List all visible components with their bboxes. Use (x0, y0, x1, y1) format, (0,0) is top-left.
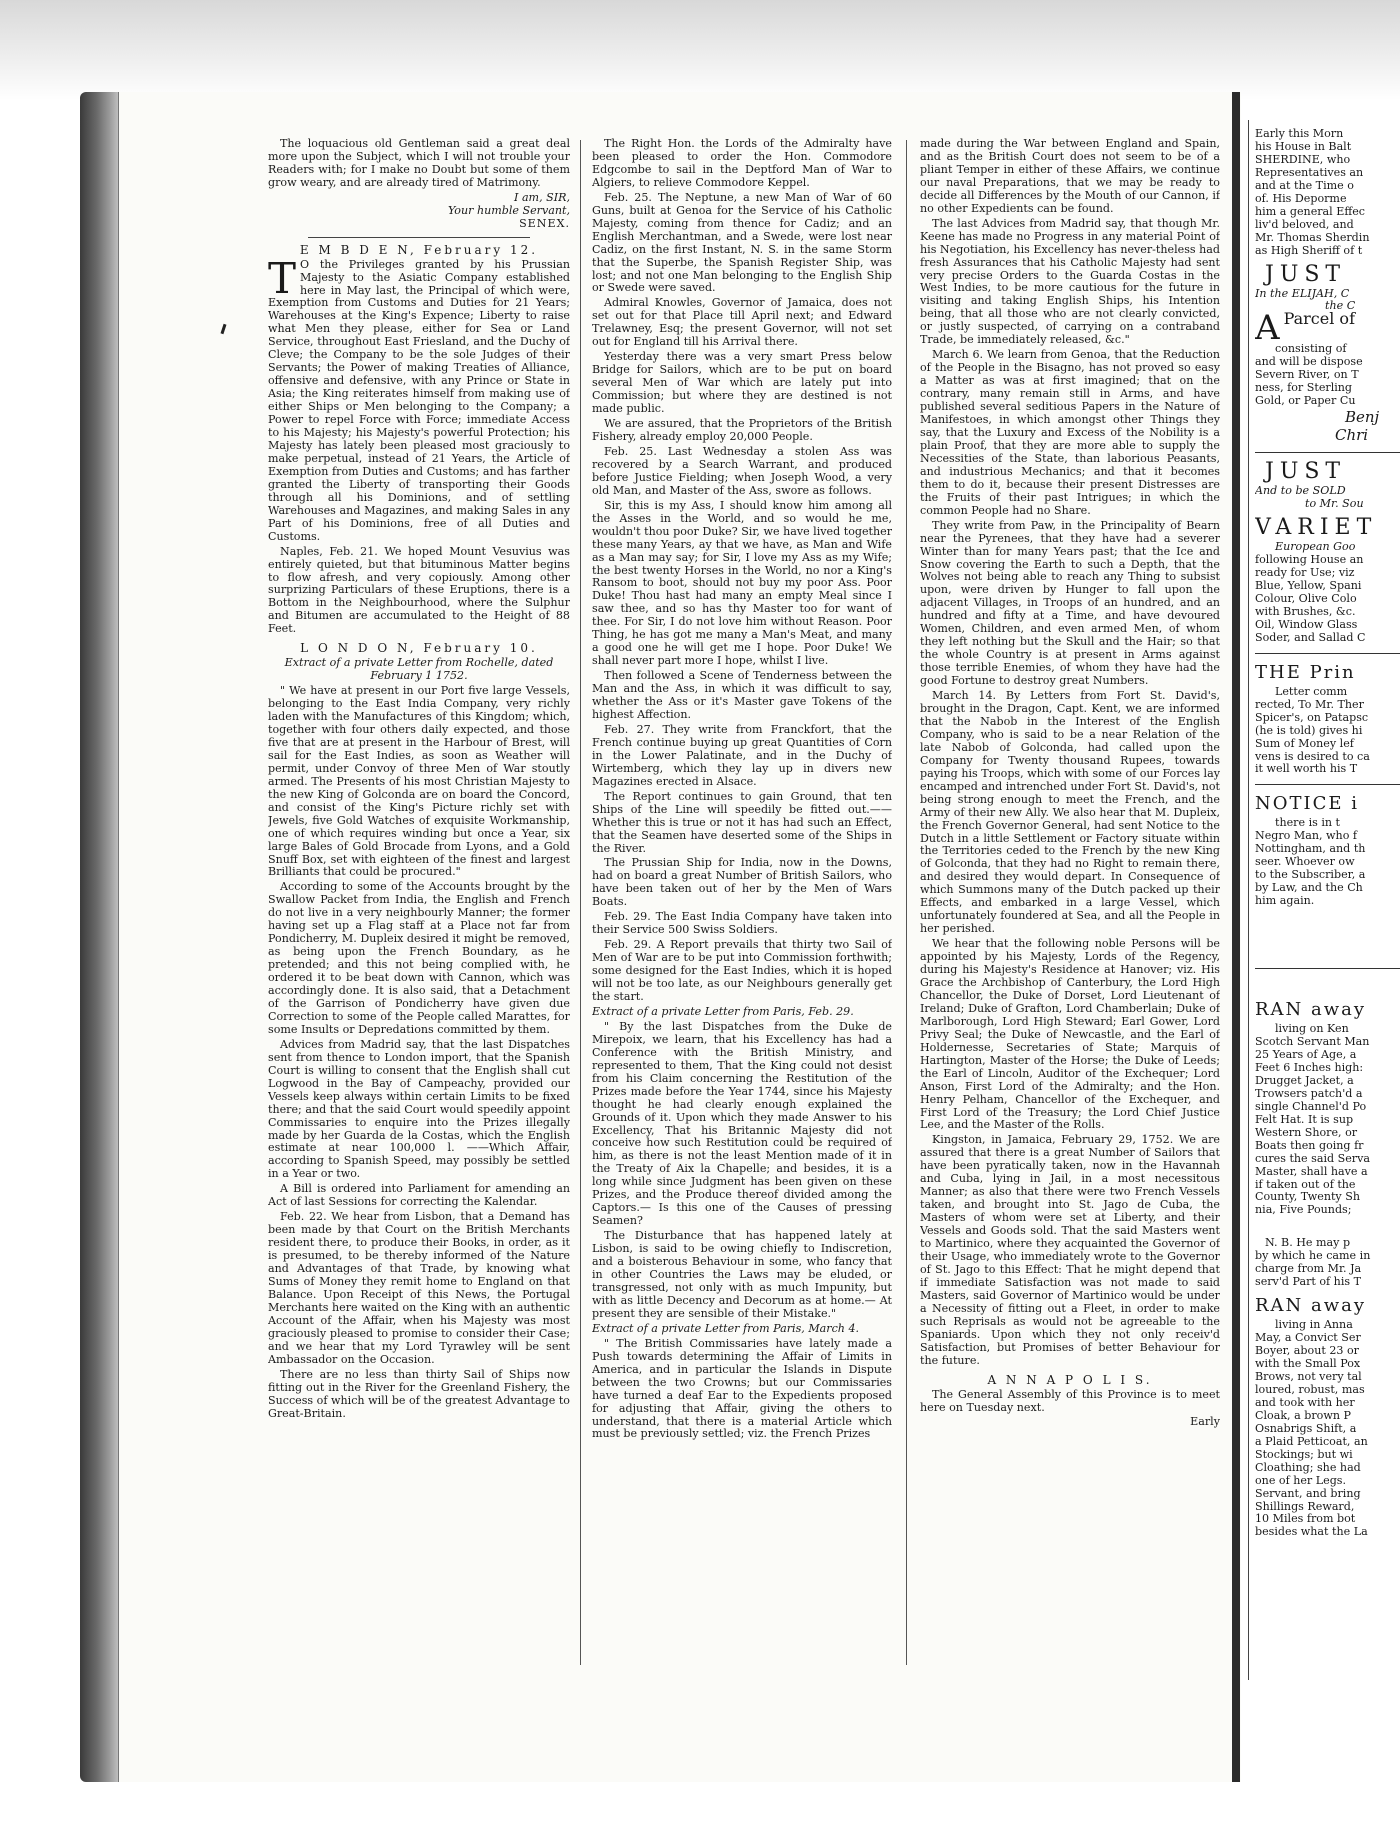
extract-paris-1: Extract of a private Letter from Paris, Feb. 29. (592, 1004, 854, 1018)
book-binding (80, 92, 122, 1782)
tenderness-paragraph: Then followed a Scene of Tenderness between the Man and the Ass, in which it was difficult to say, whether the Ass or it's Master gave Tokens of the highest Affection. (592, 669, 892, 721)
signoff-line: Your humble Servant, (447, 203, 570, 217)
column-rule (580, 140, 581, 1665)
c4-line: 10 Miles from bot (1255, 1512, 1356, 1526)
c4-line: the C (1325, 299, 1356, 313)
catchword: Early (1190, 1415, 1220, 1429)
knowles-paragraph: Admiral Knowles, Governor of Jamaica, does not set out for that Place till April next; and Edward Trelawney, Esq; the present Governor, will not set out for England till his Arrival there. (592, 296, 892, 349)
c4-line: him a general Effec (1255, 204, 1366, 218)
c4-line: and will be dispose (1255, 355, 1363, 369)
separator (1255, 968, 1400, 969)
c4-line: Western Shore, or (1255, 1125, 1358, 1139)
c4-line: liv'd beloved, and (1255, 217, 1354, 231)
regency-paragraph: We hear that the following noble Persons will be appointed by his Majesty, Lords of the Regency, during his Majesty's Residence at Hanover; viz. His Grace the Archbishop of Canterbury, the Lord High Chancellor, the Duke of Dorset, Lord Lieutenant of Ireland; Duke of Grafton, Lord Chamberlain; Duke of Marlborough, Lord High Steward; Earl Gower, Lord Privy Seal; the Duke of Newcastle, and the Earl of Holdernesse, Secretaries of State; Marquis of Hartington, Master of the Horse; the Duke of Leeds; the Earl of Lincoln, Auditor of the Exchequer; Lord Anson, First Lord of the Admiralty; and the Hon. Henry Pelham, Chancellor of the Exchequer, and First Lord of the Treasury; the Lord Chief Justice Lee, and the Master of the Rolls. (920, 937, 1220, 1132)
c4-line: And to be SOLD (1255, 484, 1346, 498)
dropcap-a: A (1255, 308, 1280, 349)
c4-line: if taken out of the (1255, 1177, 1356, 1191)
prussian-ship-paragraph: The Prussian Ship for India, now in the Downs, had on board a great Number of British Sailors, who have been taken out of her by the Men of Wars Boats. (592, 856, 892, 909)
naples-paragraph: Naples, Feb. 21. We hoped Mount Vesuvius was entirely quieted, but that bituminous Matter begins to flow afresh, and very copiously. Among other surprizing Particulars of these Eruptions, there is a Bottom in the Neighbourhood, where the Sulphur and Bitumen are accumulated to the Height of 88 Feet. (268, 544, 570, 636)
ad-signer: Benj (1345, 408, 1380, 427)
genoa-paragraph: March 6. We learn from Genoa, that the Reduction of the People in the Bisagno, has not proved so easy a Matter as was at first imagined; that on the contrary, many remain still in Arms, and have published several seditious Papers in the Nature of Manifestoes, in which amongst other Things they say, that the Luxury and Excess of the Nobility is a plain Proof, that they are more able to supply the Necessities of the State, than laborious Peasants, and industrious Mechanics; and that it becomes them to do it, because their present Distresses are the Fruits of their past Intrigues; in which the common People had no Share. (920, 348, 1220, 517)
ad-heading-ran-away: RAN away (1255, 1295, 1367, 1317)
column-3 (920, 138, 1220, 1658)
commissaries-paragraph: " The British Commissaries have lately made a Push towards determining the Affair of Limits in America, and in particular the Islands in Dispute between the two Crowns; but our Commissaries have turned a deaf Ear to the Expedients proposed for adjusting that Affair, giving the others to understand, that there is a material Article which must be previously settled; viz. the French Prizes (592, 1336, 892, 1441)
kingston-paragraph: Kingston, in Jamaica, February 29, 1752. We are assured that there is a great Number of Sailors that have been pyratically taken, now in the Havannah and Cuba, lying in Jail, in a most necessitous Manner; as also that there were two French Vessels taken, and brought into St. Jago de Cuba, the Masters of whom were set at Liberty, and their Vessels and Goods sold. That the said Masters went to Martinico, where they acquainted the Governor of their Usage, who immediately wrote to the Governor of St. Jago to this Effect: That he might depend that if immediate Satisfaction was not made to said Masters, said Governor of Martinico would be under a Necessity of fitting out a Fleet, in order to make such Reprisals as would not be agreeable to the Spaniards. Upon which they not only receiv'd Satisfaction, but Promises of better Behaviour for the future. (920, 1133, 1220, 1367)
c4-line: Severn River, on T (1255, 368, 1359, 382)
c4-line: Boyer, about 23 or (1255, 1344, 1359, 1358)
c4-line: single Channel'd Po (1255, 1099, 1367, 1113)
c4-line: Boats then going fr (1255, 1138, 1364, 1152)
c4-line: (he is told) gives hi (1255, 723, 1363, 737)
fort-st-davids-paragraph: March 14. By Letters from Fort St. David's, brought in the Dragon, Capt. Kent, we are informed that the Nabob in the Interest of the English Company, who is said to be a near Relation of the late Nabob of Golconda, had called upon the Company for Twenty thousand Rupees, towards paying his Troops, which with some of our Forces lay encamped and intrenched under Fort St. David's, not being strong enough to meet the French, and the Army of their new Ally. We also hear that M. Dupleix, the French Governor General, had sent Notice to the Dutch in a little Settlement or Factory situate within the Territories ceded to the French by the new King of Golconda, that they had no Right to remain there, and desired they would depart. In Consequence of which Summons many of the Dutch packed up their Effects, and embarked in a large Vessel, which unfortunately foundered at Sea, and all the People in her perished. (920, 689, 1220, 936)
dateline-embden: E M B D E N, February 12. (299, 242, 539, 257)
c4-line: his House in Balt (1255, 139, 1352, 153)
lisbon-paragraph: Feb. 22. We hear from Lisbon, that a Demand has been made by that Court on the British Merchants resident there, to produce their Books, in order, as it is presumed, to be thereby informed of the Nature and Advantages of that Trade, by knowing what Sums of Money they remit home to England on that Balance. Upon Receipt of this News, the Portugal Merchants here waited on the King with an authentic Account of the Affair, when his Majesty was most graciously pleased to promise to consider their Case; and we hear that my Lord Tyrawley will be sent Ambassador on the Occasion. (268, 1210, 570, 1366)
fishery-paragraph: We are assured, that the Proprietors of the British Fishery, already employ 20,000 People. (592, 417, 892, 443)
c4-line: Colour, Olive Colo (1255, 591, 1357, 605)
c4-line: living in Anna (1275, 1318, 1353, 1332)
c4-line: Brows, not very tal (1255, 1370, 1362, 1383)
c4-line: there is in t (1275, 816, 1341, 830)
c4-line: Soder, and Sallad C (1255, 630, 1366, 644)
c4-line: In the ELIJAH, C (1255, 286, 1350, 300)
c4-line: a Plaid Petticoat, an (1255, 1434, 1368, 1448)
c4-line: Shillings Reward, (1255, 1499, 1355, 1513)
kalendar-paragraph: A Bill is ordered into Parliament for amending an Act of last Sessions for correcting the Kalendar. (268, 1182, 570, 1209)
extract-paris-2: Extract of a private Letter from Paris, March 4. (592, 1321, 860, 1335)
disturbance-paragraph: The Disturbance that has happened lately at Lisbon, is said to be owing chiefly to Indiscretion, and a boisterous Behaviour in some, who fancy that in other Countries the Laws may be eluded, or transgressed, not only with as much Impunity, but with as little Decency and Decorum as at home.— At present they are sensible of their Mistake." (592, 1229, 892, 1320)
ad-heading-notice: NOTICE i (1255, 793, 1360, 815)
c4-line: Early this Morn (1255, 128, 1344, 140)
c4-line: Master, shall have a (1255, 1164, 1368, 1178)
column-rule (906, 140, 907, 1665)
page-gutter (1232, 92, 1240, 1782)
column-4-cropped (1255, 128, 1400, 1688)
assembly-paragraph: The General Assembly of this Province is to meet here on Tuesday next. (920, 1387, 1220, 1414)
mirepoix-paragraph: " By the last Dispatches from the Duke de Mirepoix, we learn, that his Excellency has had a Conference with the British Ministry, and represented to them, That the King could not desist from his Claim concerning the Restitution of the Prizes made before the Year 1744, since his Majesty thought he had clearly enough explained the Grounds of it. Upon which they made Answer to his Excellency, That his Britannic Majesty did not conceive how such Restitution could be required of him, as there is not the least Mention made of it in the Treaty of Aix la Chapelle; and besides, it is a long while since Judgment has been given on these Prizes, and the Produce thereof divided among the Captors.— Is this one of the Causes of pressing Seamen? (592, 1019, 892, 1228)
separator (1255, 653, 1400, 654)
c4-line: Trowsers patch'd a (1255, 1086, 1363, 1100)
c4-line: Blue, Yellow, Spani (1255, 578, 1362, 592)
c4-line: of. His Deporme (1255, 191, 1347, 205)
column-2 (592, 138, 892, 1668)
c4-line: Servant, and bring (1255, 1486, 1361, 1500)
embden-paragraph (268, 253, 570, 544)
c4-line: with Brushes, &c. (1255, 604, 1356, 618)
c4-line: Scotch Servant Man (1255, 1035, 1370, 1049)
separator (1255, 452, 1400, 453)
c4-line: Parcel of (1283, 309, 1355, 329)
c4-line: Osnabrigs Shift, a (1255, 1421, 1357, 1435)
separator (308, 237, 530, 238)
c4-line: living on Ken (1275, 1022, 1349, 1036)
c4-line: one of her Legs. (1255, 1473, 1347, 1487)
press-paragraph: Yesterday there was a very smart Press below Bridge for Sailors, which are to be put on board several Men of War which are lately put into Commission; but where they are destined is not made public. (592, 350, 892, 416)
c4-line: Felt Hat. It is sup (1255, 1112, 1354, 1126)
ass-paragraph: Feb. 25. Last Wednesday a stolen Ass was recovered by a Search Warrant, and produced before Justice Fielding; when Joseph Wood, a very old Man, and Master of the Ass, swore as follows. (592, 444, 892, 497)
c4-line: as High Sheriff of t (1255, 243, 1363, 257)
c4-line: seer. Whoever ow (1255, 855, 1355, 869)
admiralty-paragraph: The Right Hon. the Lords of the Admiralty have been pleased to order the Hon. Commodore Edgcombe to sail in the Deptford Man of War to Algiers, to relieve Commodore Keppel. (592, 138, 892, 189)
c4-line: Negro Man, who f (1255, 829, 1358, 843)
intro-paragraph: The loquacious old Gentleman said a great deal more upon the Subject, which I will not trouble your Readers with; for I make no Doubt but some of them grow weary, and are already tired of Matrimony. (268, 138, 570, 189)
c4-line: by which he came in (1255, 1249, 1371, 1263)
spain-paragraph: made during the War between England and Spain, and as the British Court does not seem to be of a pliant Temper in either of these Affairs, we continue our naval Preparations, that we may be ready to decide all Differences by the Mouth of our Cannon, if no other Expedients can be found. (920, 138, 1220, 215)
c4-line: European Goo (1275, 540, 1356, 554)
ad-heading-ran-away: RAN away (1255, 999, 1367, 1021)
dateline-london: L O N D O N, February 10. (300, 641, 538, 656)
men-of-war-paragraph: Feb. 29. A Report prevails that thirty two Sail of Men of War are to be put into Commission forthwith; some designed for the East Indies, which it is hoped will not be too late, as our Neighbours generally get the start. (592, 938, 892, 1003)
ad-heading-just: JUST (1265, 261, 1347, 287)
c4-line: following House an (1255, 553, 1364, 567)
c4-line: N. B. He may p (1265, 1236, 1351, 1250)
ad-heading-the: THE Prin (1255, 661, 1356, 683)
neptune-paragraph: Feb. 25. The Neptune, a new Man of War of 60 Guns, built at Genoa for the Service of his Catholic Majesty, coming from thence for Cadiz; and an English Merchantman, and a Swede, were lost near Cadiz, on the first Instant, N. S. in the same Storm that the Superbe, the Spanish Register Ship, was lost; and not one Man belonging to the English Ship or Swede were saved. (592, 190, 892, 295)
ass-speech-paragraph: Sir, this is my Ass, I should know him among all the Asses in the World, and so would he me, wouldn't thou poor Duke? Sir, we have lived together these many Years, ay that we have, as Man and Wife as a Man may say; for Sir, I love my Ass as my Wife; the best twenty Horses in the World, no nor a King's Ransom to boot, should not buy my poor Ass. Poor Duke! Thou hast had many an empty Meal since I saw thee, and so has thy Master too for want of thee. For Sir, I do not love him without Reason. Poor Thing, he has got me many a Man's Meat, and many a good one he will get me I hope. Poor Duke! We shall never part more I hope, whilst I live. (592, 498, 892, 668)
c4-line: to Mr. Sou (1305, 497, 1364, 511)
c4-line: him again. (1255, 894, 1315, 908)
c4-line: 25 Years of Age, a (1255, 1047, 1357, 1061)
c4-line: Spicer's, on Patapsc (1255, 710, 1369, 724)
franckfort-paragraph: Feb. 27. They write from Franckfort, that the French continue buying up great Quantities of Corn in the Lower Palatinate, and in the Duchy of Wirtemberg, which they lay up in divers new Magazines erected in Alsace. (592, 722, 892, 788)
column-1 (268, 138, 570, 1688)
greenland-paragraph: There are no less than thirty Sail of Ships now fitting out in the River for the Greenland Fishery, the Success of which will be of the greatest Advantage to Great-Britain. (268, 1367, 570, 1420)
c4-line: with the Small Pox (1255, 1357, 1361, 1371)
c4-line: Mr. Thomas Sherdin (1255, 230, 1370, 244)
c4-line: Cloathing; she had (1255, 1460, 1361, 1474)
c4-line: ness, for Sterling (1255, 381, 1353, 395)
c4-line: to the Subscriber, a (1255, 868, 1366, 882)
c4-line: Stockings; but wi (1255, 1447, 1353, 1461)
c4-line: Feet 6 Inches high: (1255, 1060, 1364, 1074)
india-paragraph: According to some of the Accounts brought by the Swallow Packet from India, the English and French do not live in a very neighbourly Manner; the former having set up a Flag staff at a Place not far from Pondicherry, M. Dupleix desired it might be removed, as being upon the French Boundary, as he pretended; and this not being complied with, he ordered it to be beat down with Cannon, which was accordingly done. It is also said, that a Detachment of the Garrison of Pondicherry have given due Correction to some of the People called Marattes, for some Insults or Depredations committed by them. (268, 880, 570, 1036)
scan-top-shadow (0, 0, 1400, 100)
report-paragraph: The Report continues to gain Ground, that ten Ships of the Line will speedily be fitted out.—— Whether this is true or not it has had such an Effect, that the Seamen have deserted some of the Ships in the River. (592, 789, 892, 855)
c4-line: besides what the La (1255, 1525, 1368, 1539)
keene-paragraph: The last Advices from Madrid say, that though Mr. Keene has made no Progress in any material Point of his Negotiation, his Excellency has never-theless had fresh Assurances that his Catholic Majesty had sent very precise Orders to the Guarda Costas in the West Indies, to be more cautious for the future in visiting and taking English Ships, his Intention being, that all those who are not clearly convicted, or justly suspected, of carrying on a contraband Trade, be immediately released, &c." (920, 216, 1220, 347)
c4-line: Representatives an (1255, 165, 1364, 179)
c4-line: and at the Time o (1255, 178, 1354, 192)
madrid-paragraph: Advices from Madrid say, that the last Dispatches sent from thence to London import, that the Spanish Court is willing to consent that the English shall cut Logwood in the Bay of Campeachy, provided our Vessels keep always within certain Limits to be fixed there; and that the said Court would speedily appoint Commissaries to enquire into the Prizes illegally made by her Guarda de la Costas, which the English estimate at near 100,000 l. ——Which Affair, according to Spanish Speed, may possibly be settled in a Year or two. (268, 1037, 570, 1181)
c4-line: County, Twenty Sh (1255, 1190, 1360, 1204)
separator (1255, 784, 1400, 785)
bearn-paragraph: They write from Paw, in the Principality of Bearn near the Pyrenees, that they have had a severer Winter than for many Years past; that the Ice and Snow covering the Earth to such a Depth, that the Wolves not being able to reach any Thing to subsist upon, were driven by Hunger to fall upon the adjacent Villages, in Troops of an hundred, and an hundred and fifty at a Time, and have devoured Women, Children, and even armed Men, of whom they left nothing but the Skull and the Hair; so that the whole Country is at present in Arms against those terrible Enemies, of whom they have had the good Fortune to destroy great Numbers. (920, 518, 1220, 688)
rochelle-paragraph: " We have at present in our Port five large Vessels, belonging to the East India Company, very richly laden with the Manufactures of this Kingdom; which, together with four others daily expected, and those five that are at present in the Harbour of Brest, will sail for the East Indies, as soon as Weather will permit, under Convoy of three Men of War stoutly armed. The Presents of his most Christian Majesty to the new King of Golconda are on board the Concord, and consist of the King's Picture richly set with Jewels, five Gold Watches of exquisite Workmanship, one of which requires winding but once a Year, six large Bales of Gold Brocade from Lyons, and a Gold Snuff Box, set with eighteen of the finest and largest Brilliants that could be procured." (268, 684, 570, 879)
c4-line: it well worth his T (1255, 762, 1358, 776)
c4-line: nia, Five Pounds; (1255, 1203, 1352, 1217)
c4-line: Sum of Money lef (1255, 736, 1354, 750)
c4-line: charge from Mr. Ja (1255, 1262, 1362, 1276)
column-rule (1248, 120, 1249, 1680)
c4-line: May, a Convict Ser (1255, 1331, 1361, 1345)
signature: SENEX. (519, 216, 570, 230)
closing-line: I am, SIR, (514, 190, 570, 204)
c4-line: Nottingham, and th (1255, 842, 1366, 856)
c4-line: rected, To Mr. Ther (1255, 697, 1364, 711)
c4-line: consisting of (1275, 342, 1347, 356)
c4-line: Drugget Jacket, a (1255, 1073, 1354, 1087)
c4-line: cures the said Serva (1255, 1151, 1370, 1165)
c4-line: ready for Use; viz (1255, 566, 1355, 580)
c4-line: vens is desired to ca (1255, 749, 1370, 763)
c4-line: loured, robust, mas (1255, 1382, 1365, 1396)
c4-line: serv'd Part of his T (1255, 1275, 1361, 1289)
c4-line: Oil, Window Glass (1255, 617, 1358, 631)
swiss-paragraph: Feb. 29. The East India Company have taken into their Service 500 Swiss Soldiers. (592, 910, 892, 937)
extract-rochelle: Extract of a private Letter from Rochelle, dated February 1 1752. (284, 656, 554, 683)
c4-line: by Law, and the Ch (1255, 881, 1363, 895)
embden-text: O the Privileges granted by his Prussian Majesty to the Asiatic Company established here in May last, the Principal of which were, Exemption from Customs and Duties for 21 Years; Warehouses at the King's Expence; Liberty to raise what Men they please, either for Sea or Land Service, throughout East Friesland, and the Duchy of Cleve; the Company to be the sole Judges of their Servants; the Power of making Treaties of Alliance, offensive and defensive, with any Prince or State in Asia; the King reiterates himself from making use of either Ships or Men belonging to the Company; a Power to repel Force with Force; immediate Access to his Majesty; his Majesty's powerful Protection; his Majesty has lately been pleased most graciously to make perpetual, instead of 21 Years, the Article of Exemption from Duties and Customs; and has farther granted the Liberty of transporting their Goods through all his Dominions, and of settling Warehouses and Magazines, and making Sales in any Part of his Dominions, free of all Duties and Customs. (268, 257, 570, 543)
c4-line: SHERDINE, who (1255, 152, 1351, 166)
dateline-annapolis: A N N A P O L I S. (987, 1372, 1153, 1387)
c4-line: Cloak, a brown P (1255, 1408, 1351, 1422)
ad-heading-variety: VARIET (1255, 515, 1378, 541)
c4-line: Letter comm (1275, 684, 1348, 698)
ad-heading-just: JUST (1265, 459, 1347, 485)
ad-signer: Chri (1335, 426, 1369, 445)
dropcap-t: T (268, 253, 297, 303)
c4-line: Gold, or Paper Cu (1255, 394, 1356, 408)
c4-line: and took with her (1255, 1395, 1355, 1409)
